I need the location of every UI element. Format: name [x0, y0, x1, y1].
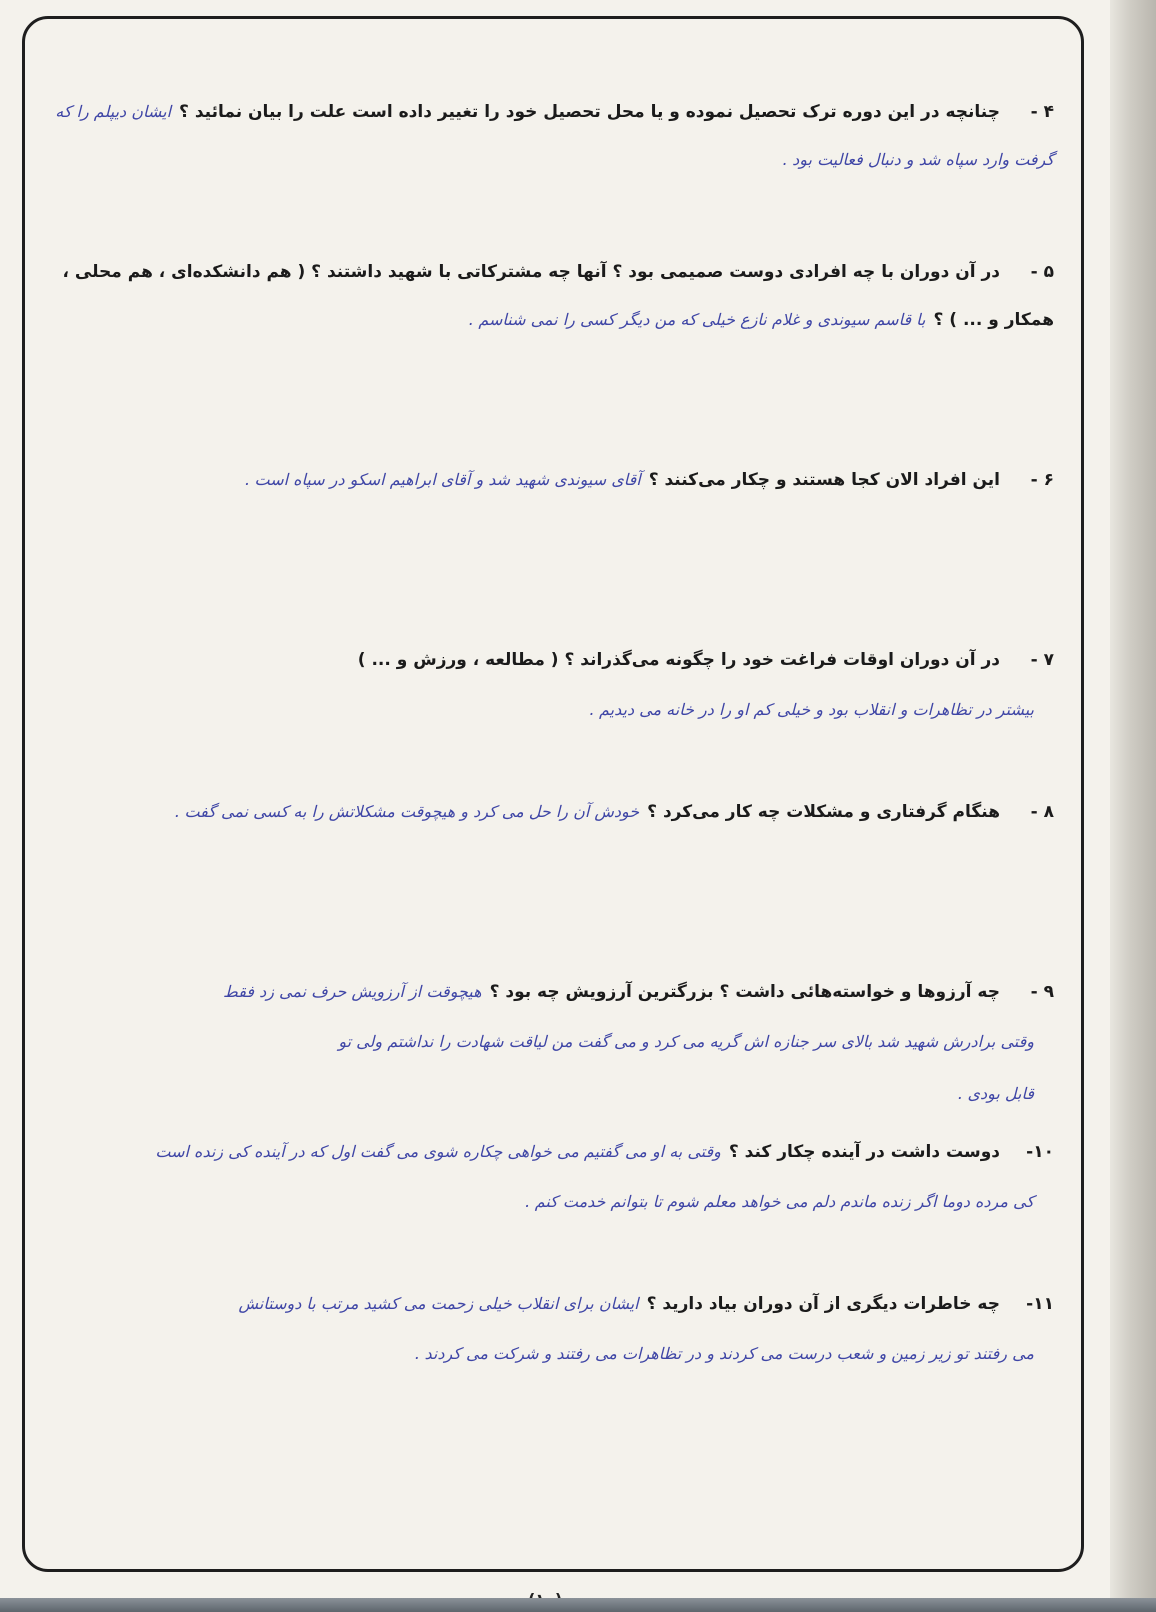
handwritten-answer: خودش آن را حل می کرد و هیچوقت مشکلاتش را به کسی نمی گفت . — [174, 802, 640, 821]
question-11 — [54, 1280, 1054, 1380]
question-text: چه آرزوها و خواسته‌هائی داشت ؟ بزرگترین آرزویش چه بود ؟ — [489, 982, 1000, 1002]
question-8 — [54, 788, 1054, 836]
handwritten-answer-line: کی مرده دوما اگر زنده ماندم دلم می خواهد معلم شوم تا بتوانم خدمت کنم . — [524, 1192, 1034, 1211]
handwritten-answer: ایشان دیپلم را که گرفت وارد سپاه شد و دنبال فعالیت بود . — [55, 102, 1054, 169]
scan-edge — [0, 1598, 1156, 1612]
handwritten-answer-line: وقتی برادرش شهید شد بالای سر جنازه اش گریه می کرد و می گفت من لیاقت شهادت را نداشتم ولی تو — [338, 1032, 1034, 1051]
question-text: این افراد الان کجا هستند و چکار می‌کنند ؟ — [648, 470, 1000, 490]
handwritten-answer: ایشان برای انقلاب خیلی زحمت می کشید مرتب با دوستانش — [238, 1294, 639, 1313]
question-4 — [54, 88, 1054, 184]
handwritten-answer-line: می رفتند تو زیر زمین و شعب درست می کردند و در تظاهرات می رفتند و شرکت می کردند . — [414, 1344, 1034, 1363]
question-9 — [54, 968, 1054, 1120]
handwritten-answer: با قاسم سیوندی و غلام نازع خیلی که من دیگر کسی را نمی شناسم . — [468, 310, 926, 329]
handwritten-answer: هیچوقت از آرزویش حرف نمی زد فقط — [223, 982, 482, 1001]
question-number: ۴ - — [1030, 102, 1054, 122]
question-text: هنگام گرفتاری و مشکلات چه کار می‌کرد ؟ — [647, 802, 1000, 822]
book-spine-shadow — [1110, 0, 1156, 1612]
question-10 — [54, 1128, 1054, 1228]
question-number: ۹ - — [1030, 982, 1054, 1002]
handwritten-answer: وقتی به او می گفتیم می خواهی چکاره شوی می گفت اول که در آینده کی زنده است — [155, 1142, 721, 1161]
question-7 — [54, 636, 1054, 736]
question-number: ۱۱- — [1026, 1294, 1054, 1314]
question-6 — [54, 456, 1054, 504]
question-5 — [54, 248, 1054, 344]
question-number: ۵ - — [1030, 262, 1054, 282]
question-text: چنانچه در این دوره ترک تحصیل نموده و یا محل تحصیل خود را تغییر داده است علت را بیان نمائید ؟ — [179, 102, 1000, 122]
question-text: در آن دوران اوقات فراغت خود را چگونه می‌گذراند ؟ ( مطالعه ، ورزش و ... ) — [357, 650, 1000, 670]
question-text: دوست داشت در آینده چکار کند ؟ — [728, 1142, 1000, 1162]
question-number: ۸ - — [1030, 802, 1054, 822]
question-text: چه خاطرات دیگری از آن دوران بیاد دارید ؟ — [646, 1294, 1000, 1314]
question-number: ۱۰- — [1026, 1142, 1054, 1162]
question-number: ۶ - — [1030, 470, 1054, 490]
handwritten-answer: بیشتر در تظاهرات و انقلاب بود و خیلی کم او را در خانه می دیدیم . — [588, 700, 1034, 719]
question-number: ۷ - — [1030, 650, 1054, 670]
handwritten-answer-line: قابل بودی . — [957, 1084, 1034, 1103]
handwritten-answer: آقای سیوندی شهید شد و آقای ابراهیم اسکو در سپاه است . — [244, 470, 641, 489]
question-text: در آن دوران با چه افرادی دوست صمیمی بود ؟ آنها چه مشترکاتی با شهید داشتند ؟ ( هم دانشکده‌ای ، هم محلی ، همکار و ... ) ؟ — [62, 262, 1054, 330]
